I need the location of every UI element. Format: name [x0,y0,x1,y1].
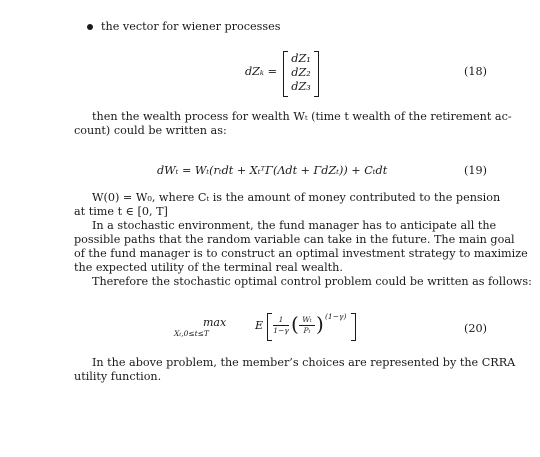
bullet-text: the vector for wiener processes [101,20,281,33]
eq20-number: (20) [464,322,487,335]
para3-line3: of the fund manager is to construct an optimal investment strategy to maximize [74,247,528,260]
eq18-number: (18) [464,65,487,78]
eq19-number: (19) [464,164,487,177]
eq20-frac-denominator: 1−γ [273,326,289,335]
eq20-max-subscript: Xₜ,0≤t≤T [174,329,209,338]
eq18-lhs: dZₖ = [245,65,277,78]
eq20-max: max [203,316,227,329]
eq20-ratio [299,316,315,335]
eq20-exponent: (1−γ) [325,312,347,321]
eq18-matrix [283,51,319,95]
eq20-expectation: E [255,319,264,332]
matrix-row-1: dZ₁ [291,52,311,65]
para3-line2: possible paths that the random variable can take in the future. The main goal [74,233,515,246]
bullet-dot [87,24,93,30]
para4-text: Therefore the stochastic optimal control problem could be written as follows: [92,275,532,288]
matrix-row-2: dZ₂ [291,66,311,79]
para2-line2: at time t ∈ [0, T] [74,205,168,218]
eq20-left-bracket [267,313,272,341]
eq20-ratio-denominator: Pₜ [303,326,311,335]
para1-line1: then the wealth process for wealth Wₜ (time t wealth of the retirement ac- [92,110,512,123]
eq20-left-paren: ( [291,312,299,336]
para5-line1: In the above problem, the member’s choices are represented by the CRRA [92,356,516,369]
eq19-formula: dWₜ = Wₜ(rₜdt + XₜᵀΓ(Λdt + ΓdZₜ)) + Cₜdt [157,164,388,177]
para2-line1: W(0) = W₀, where Cₜ is the amount of money contributed to the pension [92,191,501,204]
eq20-right-paren: ) [316,312,324,336]
eq20-frac-numerator: 1 [278,315,284,324]
eq20-fraction [273,316,289,335]
para1-line2: count) could be written as: [74,124,227,137]
eq20-ratio-numerator: Wₜ [302,315,312,324]
para3-line4: the expected utility of the terminal real wealth. [74,261,343,274]
matrix-row-3: dZ₃ [291,80,311,93]
para5-line2: utility function. [74,370,162,383]
eq20-right-bracket [351,313,356,341]
para3-line1: In a stochastic environment, the fund manager has to anticipate all the [92,219,497,232]
